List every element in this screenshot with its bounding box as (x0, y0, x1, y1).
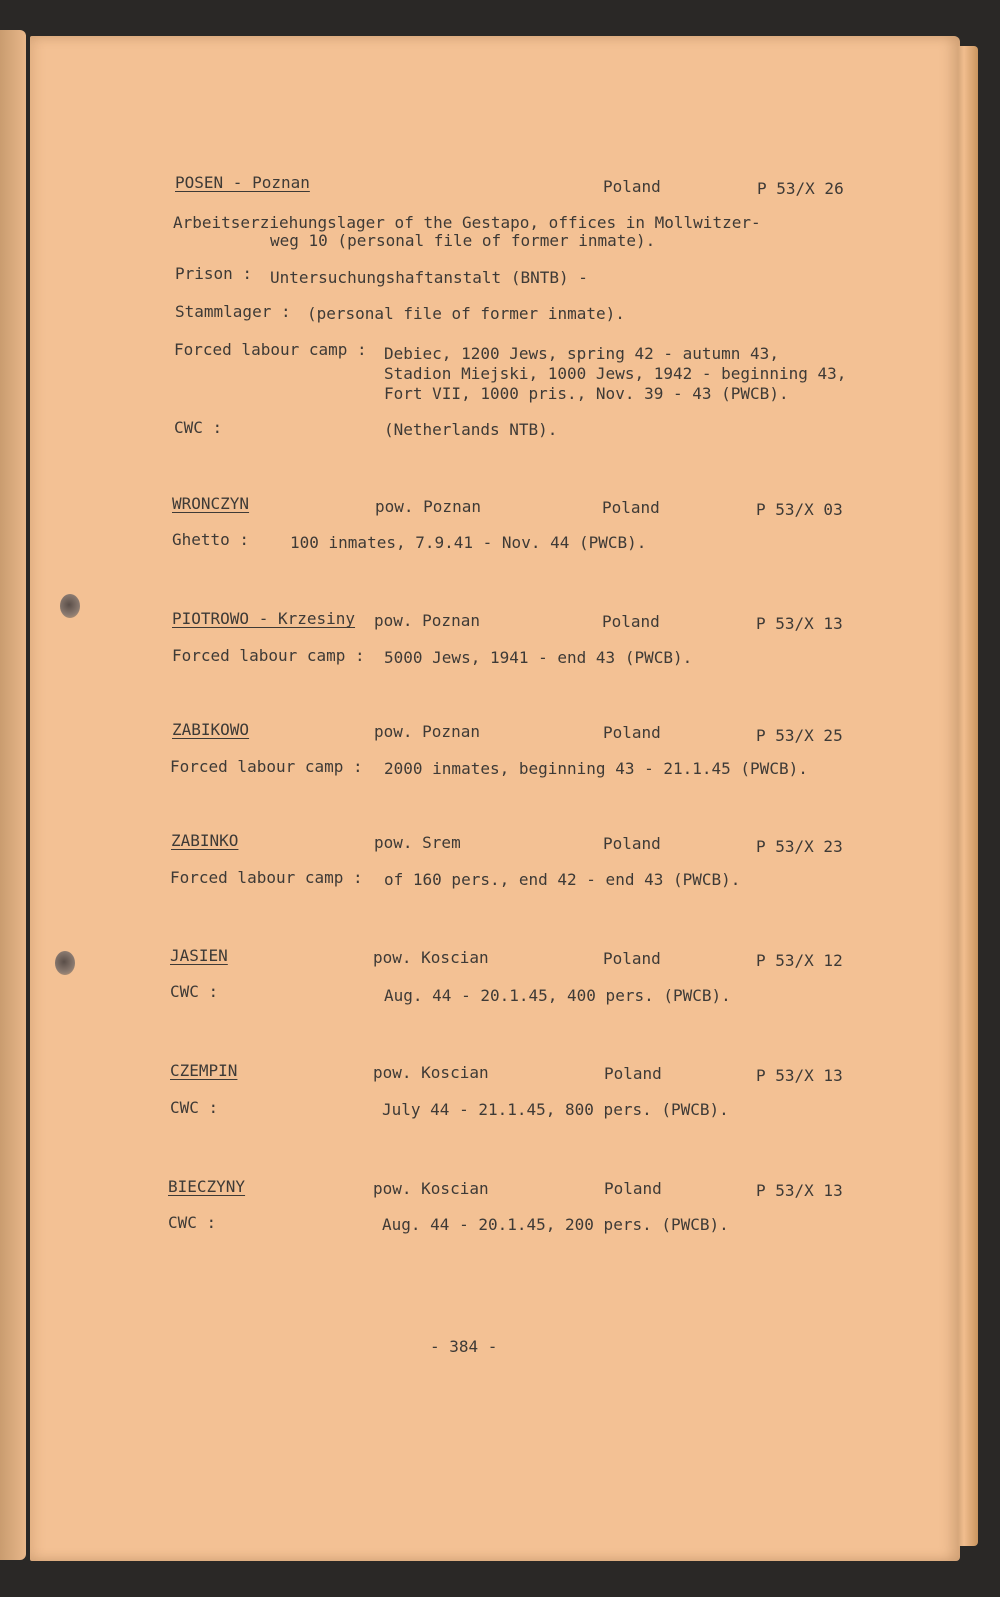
country: Poland (602, 498, 660, 517)
line-label: CWC : (168, 1213, 217, 1232)
district: pow. Koscian (373, 948, 489, 967)
document-page (30, 36, 960, 1561)
line-label: Forced labour camp : (170, 868, 363, 887)
place-name: BIECZYNY (168, 1177, 246, 1196)
line-text: Debiec, 1200 Jews, spring 42 - autumn 43, (384, 344, 779, 363)
line-text: Untersuchungshaftanstalt (BNTB) - (270, 268, 588, 287)
district: pow. Srem (374, 833, 461, 852)
place-name: PIOTROWO - Krzesiny (172, 609, 356, 628)
district: pow. Koscian (373, 1179, 489, 1198)
line-text: Stadion Miejski, 1000 Jews, 1942 - beginning 43, (384, 364, 847, 383)
country: Poland (603, 177, 661, 196)
country: Poland (604, 1064, 662, 1083)
reference-code: P 53/X 13 (756, 614, 843, 633)
line-label: Forced labour camp : (170, 757, 363, 776)
line-label: CWC : (174, 418, 223, 437)
line-text: July 44 - 21.1.45, 800 pers. (PWCB). (382, 1100, 729, 1119)
reference-code: P 53/X 13 (756, 1181, 843, 1200)
adjacent-page-edge (0, 30, 26, 1560)
line-label: Forced labour camp : (172, 646, 365, 665)
line-text: Aug. 44 - 20.1.45, 400 pers. (PWCB). (384, 986, 731, 1005)
line-text: (Netherlands NTB). (384, 420, 558, 439)
line-text: (personal file of former inmate). (307, 304, 625, 323)
line-text: Aug. 44 - 20.1.45, 200 pers. (PWCB). (382, 1215, 729, 1234)
place-name: CZEMPIN (170, 1061, 238, 1080)
place-name: ZABINKO (171, 831, 239, 850)
entry-line: Arbeitserziehungslager of the Gestapo, offices in Mollwitzer- (173, 213, 761, 232)
line-label: Prison : (175, 264, 253, 283)
line-text: Fort VII, 1000 pris., Nov. 39 - 43 (PWCB). (384, 384, 789, 403)
page-number: - 384 - (430, 1337, 498, 1356)
country: Poland (603, 949, 661, 968)
district: pow. Poznan (375, 497, 481, 516)
punch-hole (60, 594, 80, 618)
punch-hole (55, 951, 75, 975)
district: pow. Koscian (373, 1063, 489, 1082)
place-name: JASIEN (170, 946, 228, 965)
line-text: 100 inmates, 7.9.41 - Nov. 44 (PWCB). (290, 533, 647, 552)
country: Poland (602, 612, 660, 631)
line-text: 2000 inmates, beginning 43 - 21.1.45 (PWCB). (384, 759, 808, 778)
line-text: of 160 pers., end 42 - end 43 (PWCB). (384, 870, 741, 889)
place-name: WRONCZYN (172, 494, 250, 513)
line-label: CWC : (170, 982, 219, 1001)
country: Poland (603, 834, 661, 853)
country: Poland (603, 723, 661, 742)
reference-code: P 53/X 13 (756, 1066, 843, 1085)
place-name: POSEN - Poznan (175, 173, 310, 192)
line-label: Ghetto : (172, 530, 250, 549)
reference-code: P 53/X 26 (757, 179, 844, 198)
line-text: 5000 Jews, 1941 - end 43 (PWCB). (384, 648, 693, 667)
reference-code: P 53/X 12 (756, 951, 843, 970)
reference-code: P 53/X 23 (756, 837, 843, 856)
page-stack-edge (958, 46, 978, 1546)
line-label: CWC : (170, 1098, 219, 1117)
reference-code: P 53/X 25 (756, 726, 843, 745)
entry-line: weg 10 (personal file of former inmate). (270, 231, 656, 250)
place-name: ZABIKOWO (172, 720, 250, 739)
reference-code: P 53/X 03 (756, 500, 843, 519)
district: pow. Poznan (374, 611, 480, 630)
line-label: Stammlager : (175, 302, 291, 321)
country: Poland (604, 1179, 662, 1198)
line-label: Forced labour camp : (174, 340, 367, 359)
district: pow. Poznan (374, 722, 480, 741)
